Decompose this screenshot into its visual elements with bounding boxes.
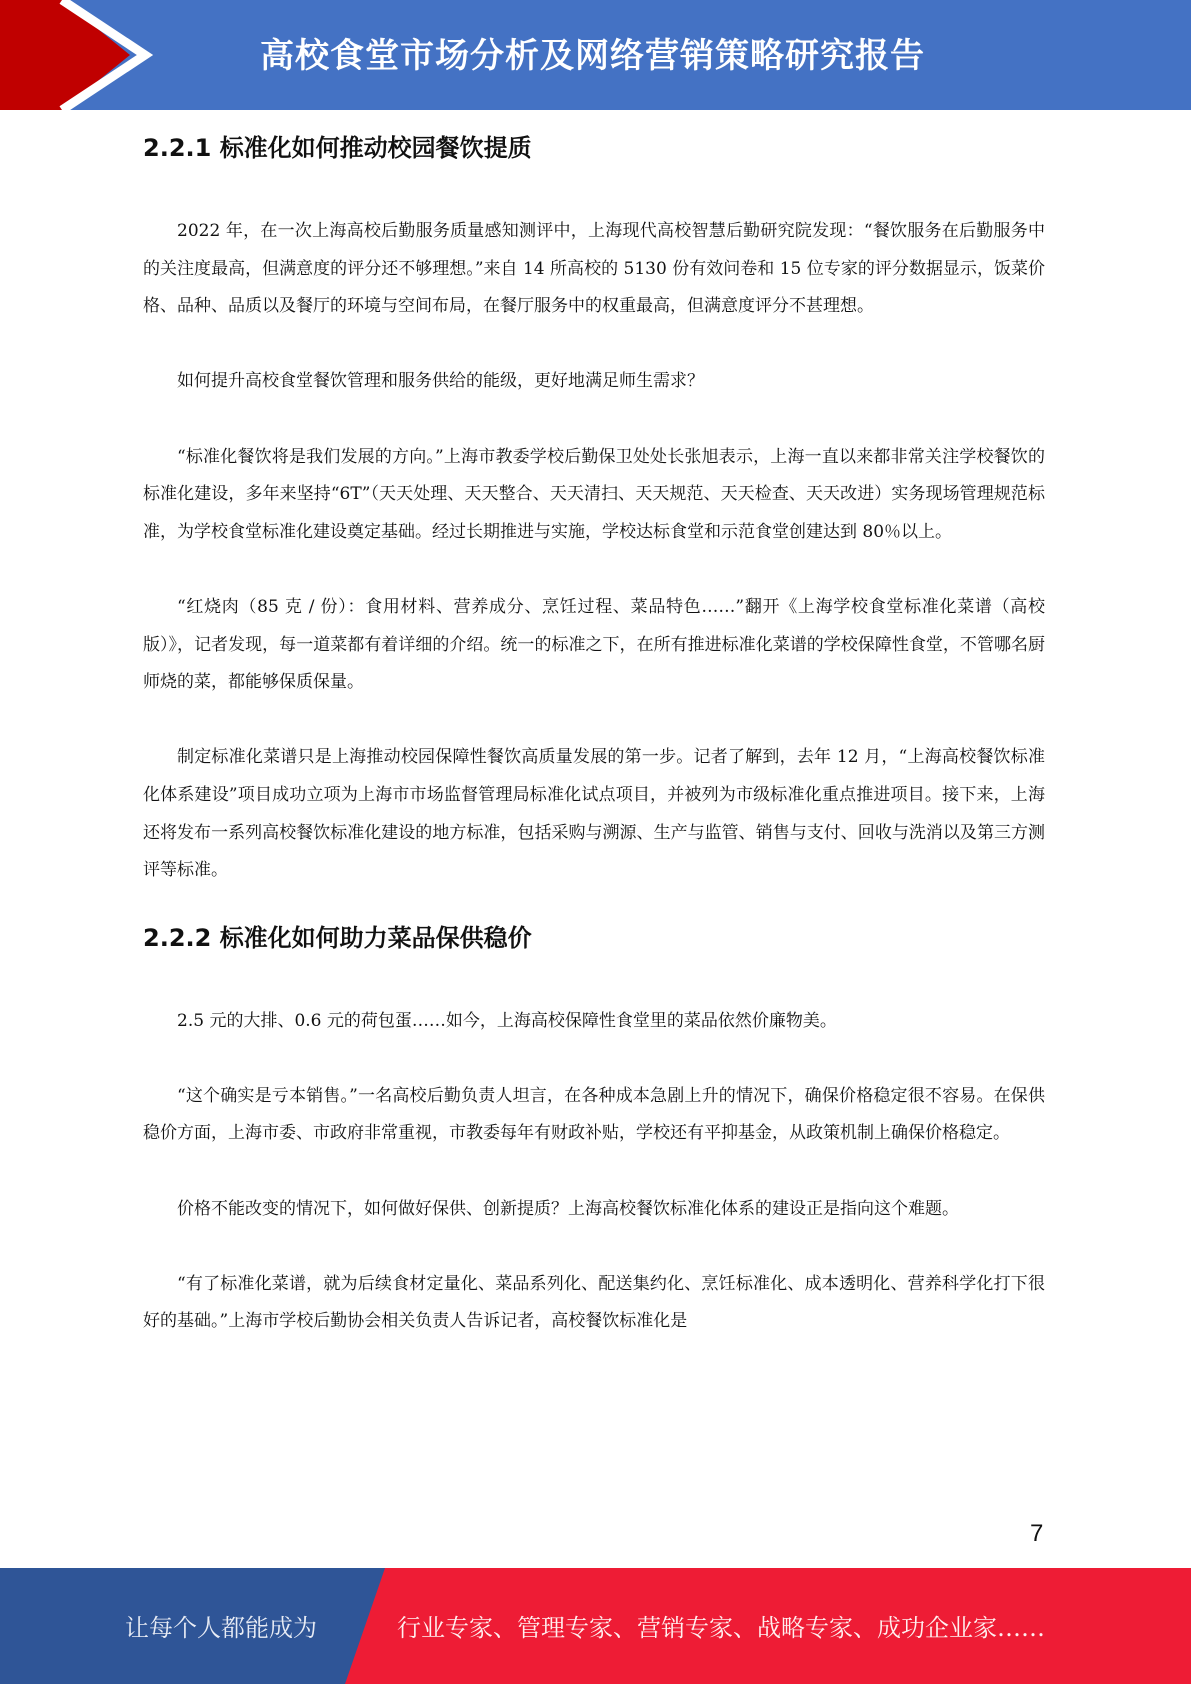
paragraph: 2022 年，在一次上海高校后勤服务质量感知测评中，上海现代高校智慧后勤研究院发现：“餐饮服务在后勤服务中的关注度最高，但满意度的评分还不够理想。”来自 14 所高校的 5130 份有效问卷和 15 位专家的评分数据显示，饭菜价格、品种、品质以及餐厅的环境与空间布局，在餐厅服务中的权重最高，但满意度评分不甚理想。 [143,221,1045,317]
paragraph: “这个确实是亏本销售。”一名高校后勤负责人坦言，在各种成本急剧上升的情况下，确保价格稳定很不容易。在保供稳价方面，上海市委、市政府非常重视，市教委每年有财政补贴，学校还有平抑基金，从政策机制上确保价格稳定。 [143,1085,1045,1144]
section-heading: 2.2.1 标准化如何推动校园餐饮提质 [143,134,532,162]
section-heading: 2.2.2 标准化如何助力菜品保供稳价 [143,923,532,952]
page-header [0,0,1191,110]
paragraph: 2.5 元的大排、0.6 元的荷包蛋……如今，上海高校保障性食堂里的菜品依然价廉物美。 [177,1010,837,1031]
paragraph: “红烧肉（85 克 / 份）：食用材料、营养成分、烹饪过程、菜品特色……”翻开《上海学校食堂标准化菜谱（高校版）》，记者发现，每一道菜都有着详细的介绍。统一的标准之下，在所有推进标准化菜谱的学校保障性食堂，不管哪名厨师烧的菜，都能够保质保量。 [143,596,1045,693]
paragraph: “标准化餐饮将是我们发展的方向。”上海市教委学校后勤保卫处处长张旭表示，上海一直以来都非常关注学校餐饮的标准化建设，多年来坚持“6T”（天天处理、天天整合、天天清扫、天天规范、天天检查、天天改进）实务现场管理规范标准，为学校食堂标准化建设奠定基础。经过长期推进与实施，学校达标食堂和示范食堂创建达到 80％以上。 [143,446,1045,542]
paragraph: 价格不能改变的情况下，如何做好保供、创新提质？上海高校餐饮标准化体系的建设正是指向这个难题。 [177,1198,959,1219]
footer-slogan-right: 行业专家、管理专家、营销专家、战略专家、成功企业家…… [397,1614,1045,1642]
page-footer [0,1568,1191,1684]
document-body [143,128,1045,1341]
footer-slogan-left: 让每个人都能成为 [125,1614,317,1642]
paragraph: 制定标准化菜谱只是上海推动校园保障性餐饮高质量发展的第一步。记者了解到，去年 12 月，“上海高校餐饮标准化体系建设”项目成功立项为上海市市场监督管理局标准化试点项目，并被列为市级标准化重点推进项目。接下来，上海还将发布一系列高校餐饮标准化建设的地方标准，包括采购与溯源、生产与监管、销售与支付、回收与洗消以及第三方测评等标准。 [143,747,1045,881]
report-title: 高校食堂市场分析及网络营销策略研究报告 [260,36,925,76]
page-number: 7 [1030,1520,1044,1547]
chevron-decoration-icon [0,0,160,110]
paragraph: “有了标准化菜谱，就为后续食材定量化、菜品系列化、配送集约化、烹饪标准化、成本透明化、营养科学化打下很好的基础。”上海市学校后勤协会相关负责人告诉记者，高校餐饮标准化是 [143,1273,1045,1332]
paragraph: 如何提升高校食堂餐饮管理和服务供给的能级，更好地满足师生需求？ [177,371,704,392]
